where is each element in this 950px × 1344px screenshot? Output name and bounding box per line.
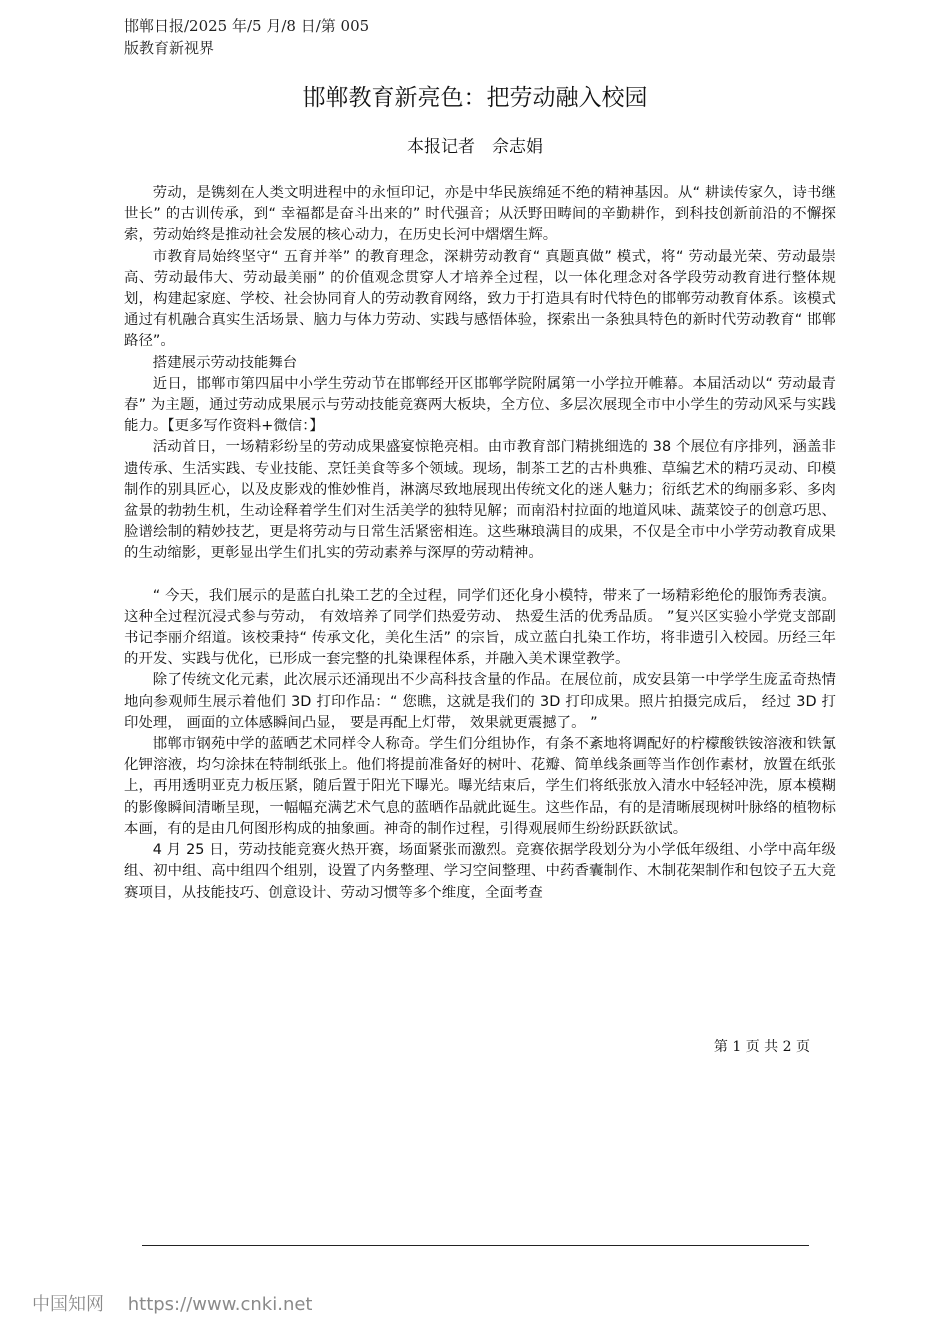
cnki-watermark <box>32 1293 330 1317</box>
paragraph-spacer <box>124 565 836 586</box>
paragraph: 劳动，是镌刻在人类文明进程中的永恒印记，亦是中华民族绵延不绝的精神基因。从“ 耕读传家久，诗书继世长” 的古训传承，到“ 幸福都是奋斗出来的” 时代强音；从沃野田畴间的辛勤耕作，到科技创新前沿的不懈探索，劳动始终是推动社会发展的核心动力，在历史长河中熠熠生辉。 <box>124 185 836 244</box>
paragraph: “ 今天，我们展示的是蓝白扎染工艺的全过程，同学们还化身小模特，带来了一场精彩绝伦的服饰秀表演。 这种全过程沉浸式参与劳动， 有效培养了同学们热爱劳动、 热爱生活的优秀品质。 ”复兴区实验小学党支部副书记李丽介绍道。该校秉持“ 传承文化，美化生活” 的宗旨，成立蓝白扎染工作坊，将非遗引入校园。历经三年的开发、实践与优化，已形成一套完整的扎染课程体系，并融入美术课堂教学。 <box>124 587 836 668</box>
paragraph: 活动首日，一场精彩纷呈的劳动成果盛宴惊艳亮相。由市教育部门精挑细选的 38 个展位有序排列，涵盖非遗传承、生活实践、专业技能、烹饪美食等多个领域。现场，制茶工艺的古朴典雅、草编艺术的精巧灵动、印模制作的别具匠心，以及皮影戏的惟妙惟肖，淋漓尽致地展现出传统文化的迷人魅力；衍纸艺术的绚丽多彩、多肉盆景的勃勃生机，生动诠释着学生们对生活美学的独特见解；而南沿村拉面的地道风味、蔬菜饺子的创意巧思、脸谱绘制的精妙技艺，更是将劳动与日常生活紧密相连。这些琳琅满目的成果，不仅是全市中小学劳动教育成果的生动缩影，更彰显出学生们扎实的劳动素养与深厚的劳动精神。 <box>124 439 836 562</box>
paragraph: 除了传统文化元素，此次展示还涌现出不少高科技含量的作品。在展位前，成安县第一中学学生庞孟奇热情地向参观师生展示着他们 3D 打印作品：“ 您瞧，这就是我们的 3D 打印成果。照片拍摄完成后， 经过 3D 打印处理， 画面的立体感瞬间凸显， 要是再配上灯带， 效果就更震撼了。 ” <box>124 672 836 731</box>
publication-info-line2: 版教育新视界 <box>124 39 215 57</box>
paragraph: 市教育局始终坚守“ 五育并举” 的教育理念，深耕劳动教育“ 真题真做” 模式，将“ 劳动最光荣、劳动最崇高、劳动最伟大、劳动最美丽” 的价值观念贯穿人才培养全过程，以一体化理念对各学段劳动教育进行整体规划，构建起家庭、学校、社会协同育人的劳动教育网络，致力于打造具有时代特色的邯郸劳动教育体系。该模式通过有机融合真实生活场景、脑力与体力劳动、实践与感悟体验，探索出一条独具特色的新时代劳动教育“ 邯郸路径”。 <box>124 248 836 350</box>
article-byline: 本报记者 佘志娟 <box>407 137 543 157</box>
page-number: 第 1 页 共 2 页 <box>713 1039 810 1055</box>
footer-divider <box>142 1245 809 1246</box>
paragraph: 近日，邯郸市第四届中小学生劳动节在邯郸经开区邯郸学院附属第一小学拉开帷幕。本届活动以“ 劳动最青春” 为主题，通过劳动成果展示与劳动技能竞赛两大板块，全方位、多层次展现全市中小学生的劳动风采与实践能力。【更多写作资料+微信：】 <box>124 375 836 435</box>
section-heading: 搭建展示劳动技能舞台 <box>152 354 298 371</box>
publication-info-line1: 邯郸日报/2025 年/5 月/8 日/第 005 <box>124 17 370 35</box>
paragraph: 4 月 25 日，劳动技能竞赛火热开赛，场面紧张而激烈。竞赛依据学段划分为小学低年级组、小学中高年级组、初中组、高中组四个组别，设置了内务整理、学习空间整理、中药香囊制作、木制花架制作和包饺子五大竞赛项目，从技能技巧、创意设计、劳动习惯等多个维度，全面考查 <box>124 842 836 901</box>
watermark-url: https://www.cnki.net <box>127 1294 313 1315</box>
article-title: 邯郸教育新亮色：把劳动融入校园 <box>302 85 648 111</box>
watermark-brand: 中国知网 <box>32 1294 104 1315</box>
paragraph: 邯郸市钢苑中学的蓝晒艺术同样令人称奇。学生们分组协作，有条不紊地将调配好的柠檬酸铁铵溶液和铁氰化钾溶液，均匀涂抹在特制纸张上。他们将提前准备好的树叶、花瓣、简单线条画等当作创作素材，放置在纸张上，再用透明亚克力板压紧，随后置于阳光下曝光。曝光结束后，学生们将纸张放入清水中轻轻冲洗，原本模糊的影像瞬间清晰呈现，一幅幅充满艺术气息的蓝晒作品就此诞生。这些作品，有的是清晰展现树叶脉络的植物标本画，有的是由几何图形构成的抽象画。神奇的制作过程，引得观展师生纷纷跃跃欲试。 <box>124 736 836 837</box>
article-body <box>124 183 836 904</box>
